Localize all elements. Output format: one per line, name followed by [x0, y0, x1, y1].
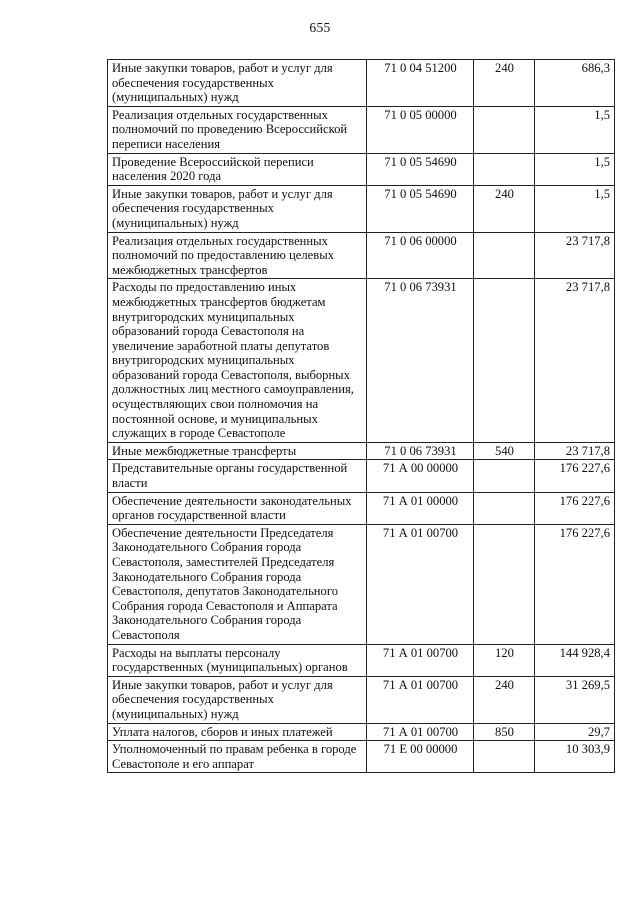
row-name-cell: Уполномоченный по правам ребенка в городе Севастополе и его аппарат — [108, 741, 367, 773]
row-code-cell: 71 0 04 51200 — [367, 60, 474, 107]
table-row — [108, 676, 615, 723]
row-type-cell — [474, 492, 535, 524]
row-name-cell: Расходы на выплаты персоналу государственных (муниципальных) органов — [108, 644, 367, 676]
row-amount-cell: 23 717,8 — [535, 232, 615, 279]
row-code-cell: 71 0 06 00000 — [367, 232, 474, 279]
row-name-cell: Иные межбюджетные трансферты — [108, 442, 367, 460]
row-amount-cell: 23 717,8 — [535, 442, 615, 460]
row-amount-cell: 1,5 — [535, 106, 615, 153]
table-row — [108, 106, 615, 153]
row-name-cell: Обеспечение деятельности законодательных органов государственной власти — [108, 492, 367, 524]
table-row — [108, 644, 615, 676]
table-row — [108, 442, 615, 460]
table-row — [108, 153, 615, 185]
row-code-cell: 71 0 06 73931 — [367, 442, 474, 460]
row-type-cell: 240 — [474, 185, 535, 232]
row-type-cell — [474, 279, 535, 443]
table-row — [108, 524, 615, 644]
row-amount-cell: 10 303,9 — [535, 741, 615, 773]
row-type-cell: 240 — [474, 676, 535, 723]
row-code-cell: 71 А 01 00700 — [367, 676, 474, 723]
table-row — [108, 232, 615, 279]
row-type-cell: 540 — [474, 442, 535, 460]
row-amount-cell: 31 269,5 — [535, 676, 615, 723]
row-amount-cell: 23 717,8 — [535, 279, 615, 443]
budget-table — [107, 59, 615, 773]
row-name-cell: Иные закупки товаров, работ и услуг для обеспечения государственных (муниципальных) нужд — [108, 185, 367, 232]
row-type-cell: 850 — [474, 723, 535, 741]
table-row — [108, 492, 615, 524]
row-code-cell: 71 А 01 00700 — [367, 723, 474, 741]
row-code-cell: 71 0 05 54690 — [367, 153, 474, 185]
row-type-cell — [474, 741, 535, 773]
budget-table-body — [108, 60, 615, 773]
table-row — [108, 460, 615, 492]
row-name-cell: Реализация отдельных государственных полномочий по предоставлению целевых межбюджетных трансфертов — [108, 232, 367, 279]
table-row — [108, 60, 615, 107]
row-name-cell: Проведение Всероссийской переписи населения 2020 года — [108, 153, 367, 185]
row-type-cell — [474, 232, 535, 279]
row-amount-cell: 1,5 — [535, 185, 615, 232]
row-code-cell: 71 А 01 00700 — [367, 644, 474, 676]
row-type-cell: 120 — [474, 644, 535, 676]
table-row — [108, 741, 615, 773]
page-number: 655 — [309, 20, 331, 35]
row-amount-cell: 176 227,6 — [535, 492, 615, 524]
row-code-cell: 71 0 06 73931 — [367, 279, 474, 443]
row-type-cell — [474, 106, 535, 153]
row-amount-cell: 176 227,6 — [535, 460, 615, 492]
row-code-cell: 71 А 00 00000 — [367, 460, 474, 492]
table-row — [108, 185, 615, 232]
row-amount-cell: 176 227,6 — [535, 524, 615, 644]
row-name-cell: Представительные органы государственной власти — [108, 460, 367, 492]
row-name-cell: Иные закупки товаров, работ и услуг для обеспечения государственных (муниципальных) нужд — [108, 60, 367, 107]
row-type-cell: 240 — [474, 60, 535, 107]
row-amount-cell: 686,3 — [535, 60, 615, 107]
table-row — [108, 723, 615, 741]
row-name-cell: Реализация отдельных государственных полномочий по проведению Всероссийской переписи населения — [108, 106, 367, 153]
row-code-cell: 71 А 01 00700 — [367, 524, 474, 644]
row-type-cell — [474, 153, 535, 185]
table-row — [108, 279, 615, 443]
row-name-cell: Уплата налогов, сборов и иных платежей — [108, 723, 367, 741]
row-code-cell: 71 А 01 00000 — [367, 492, 474, 524]
row-amount-cell: 144 928,4 — [535, 644, 615, 676]
row-name-cell: Обеспечение деятельности Председателя Законодательного Собрания города Севастополя, заместителей Председателя Законодательного Собрания города Севастополя, депутатов Законодательного Собрания города Севастополя и Аппарата Законодательного Собрания города Севастополя — [108, 524, 367, 644]
row-type-cell — [474, 524, 535, 644]
row-amount-cell: 1,5 — [535, 153, 615, 185]
row-type-cell — [474, 460, 535, 492]
row-code-cell: 71 0 05 00000 — [367, 106, 474, 153]
row-name-cell: Иные закупки товаров, работ и услуг для обеспечения государственных (муниципальных) нужд — [108, 676, 367, 723]
row-name-cell: Расходы по предоставлению иных межбюджетных трансфертов бюджетам внутригородских муниципальных образований города Севастополя на увеличение заработной платы депутатов внутригородских муниципальных образований города Севастополя, выборных должностных лиц местного самоуправления, осуществляющих свои полномочия на постоянной основе, и муниципальных служащих в городе Севастополе — [108, 279, 367, 443]
row-amount-cell: 29,7 — [535, 723, 615, 741]
row-code-cell: 71 0 05 54690 — [367, 185, 474, 232]
row-code-cell: 71 Е 00 00000 — [367, 741, 474, 773]
